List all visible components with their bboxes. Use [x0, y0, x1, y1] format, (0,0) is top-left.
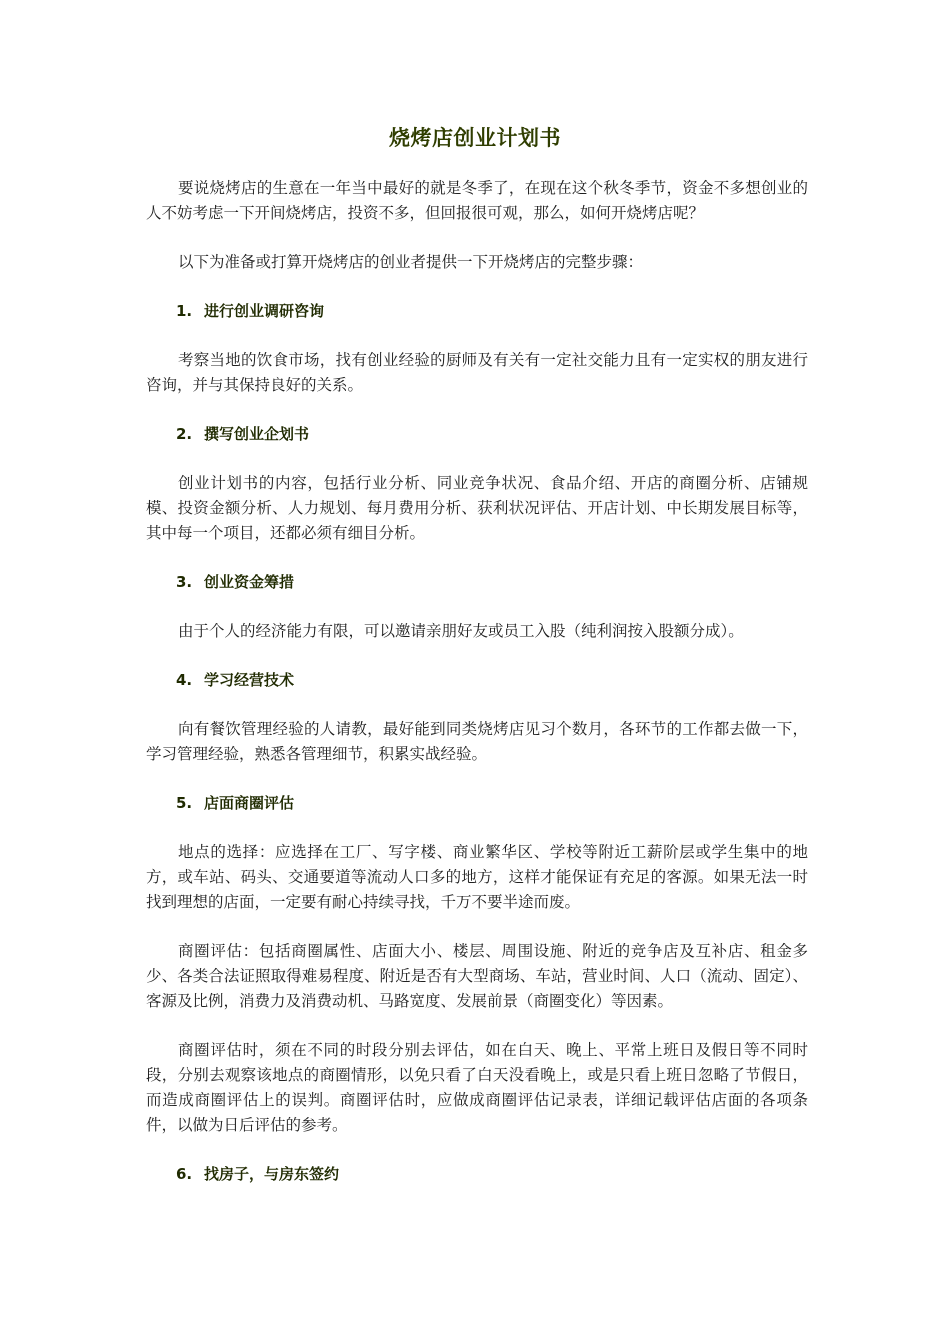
section-heading — [146, 791, 808, 816]
section-paragraph: 商圈评估：包括商圈属性、店面大小、楼层、周围设施、附近的竞争店及互补店、租金多少、各类合法证照取得难易程度、附近是否有大型商场、车站，营业时间、人口（流动、固定）、客源及比例，消费力及消费动机、马路宽度、发展前景（商圈变化）等因素。 — [146, 942, 808, 1010]
section-paragraph: 向有餐饮管理经验的人请教，最好能到同类烧烤店见习个数月，各环节的工作都去做一下，学习管理经验，熟悉各管理细节，积累实战经验。 — [146, 720, 808, 763]
section-heading — [146, 422, 808, 447]
section-paragraph: 商圈评估时，须在不同的时段分别去评估，如在白天、晚上、平常上班日及假日等不同时段，分别去观察该地点的商圈情形，以免只看了白天没看晚上，或是只看上班日忽略了节假日，而造成商圈评估上的误判。商圈评估时，应做成商圈评估记录表，详细记载评估店面的各项条件，以做为日后评估的参考。 — [146, 1041, 808, 1134]
intro-paragraph: 要说烧烤店的生意在一年当中最好的就是冬季了，在现在这个秋冬季节，资金不多想创业的人不妨考虑一下开间烧烤店，投资不多，但回报很可观，那么，如何开烧烤店呢？ — [146, 179, 808, 222]
section-heading-text: 创业资金筹措 — [204, 573, 295, 591]
section-paragraph: 考察当地的饮食市场，找有创业经验的厨师及有关有一定社交能力且有一定实权的朋友进行咨询，并与其保持良好的关系。 — [146, 351, 808, 394]
document-title: 烧烤店创业计划书 — [389, 126, 561, 150]
section-paragraph: 由于个人的经济能力有限，可以邀请亲朋好友或员工入股（纯利润按入股额分成）。 — [178, 622, 744, 640]
section-number: 2. — [176, 425, 193, 443]
section-heading-text: 进行创业调研咨询 — [204, 302, 325, 320]
section-heading-text: 撰写创业企划书 — [204, 425, 310, 443]
section-number: 4. — [176, 671, 193, 689]
section-heading-text: 找房子，与房东签约 — [204, 1165, 340, 1183]
section-heading — [146, 1162, 808, 1187]
section-heading — [146, 570, 808, 595]
section-heading-text: 店面商圈评估 — [204, 794, 295, 812]
section-heading — [146, 668, 808, 693]
document-body — [146, 176, 808, 1211]
section-number: 3. — [176, 573, 193, 591]
section-number: 5. — [176, 794, 193, 812]
section-paragraph: 创业计划书的内容，包括行业分析、同业竞争状况、食品介绍、开店的商圈分析、店铺规模、投资金额分析、人力规划、每月费用分析、获利状况评估、开店计划、中长期发展目标等，其中每一个项目，还都必须有细目分析。 — [146, 474, 808, 542]
intro-paragraph: 以下为准备或打算开烧烤店的创业者提供一下开烧烤店的完整步骤： — [178, 253, 644, 271]
section-number: 6. — [176, 1165, 193, 1183]
section-number: 1. — [176, 302, 193, 320]
section-paragraph: 地点的选择：应选择在工厂、写字楼、商业繁华区、学校等附近工薪阶层或学生集中的地方，或车站、码头、交通要道等流动人口多的地方，这样才能保证有充足的客源。如果无法一时找到理想的店面，一定要有耐心持续寻找，千万不要半途而废。 — [146, 843, 808, 911]
section-heading-text: 学习经营技术 — [204, 671, 295, 689]
section-heading — [146, 299, 808, 324]
